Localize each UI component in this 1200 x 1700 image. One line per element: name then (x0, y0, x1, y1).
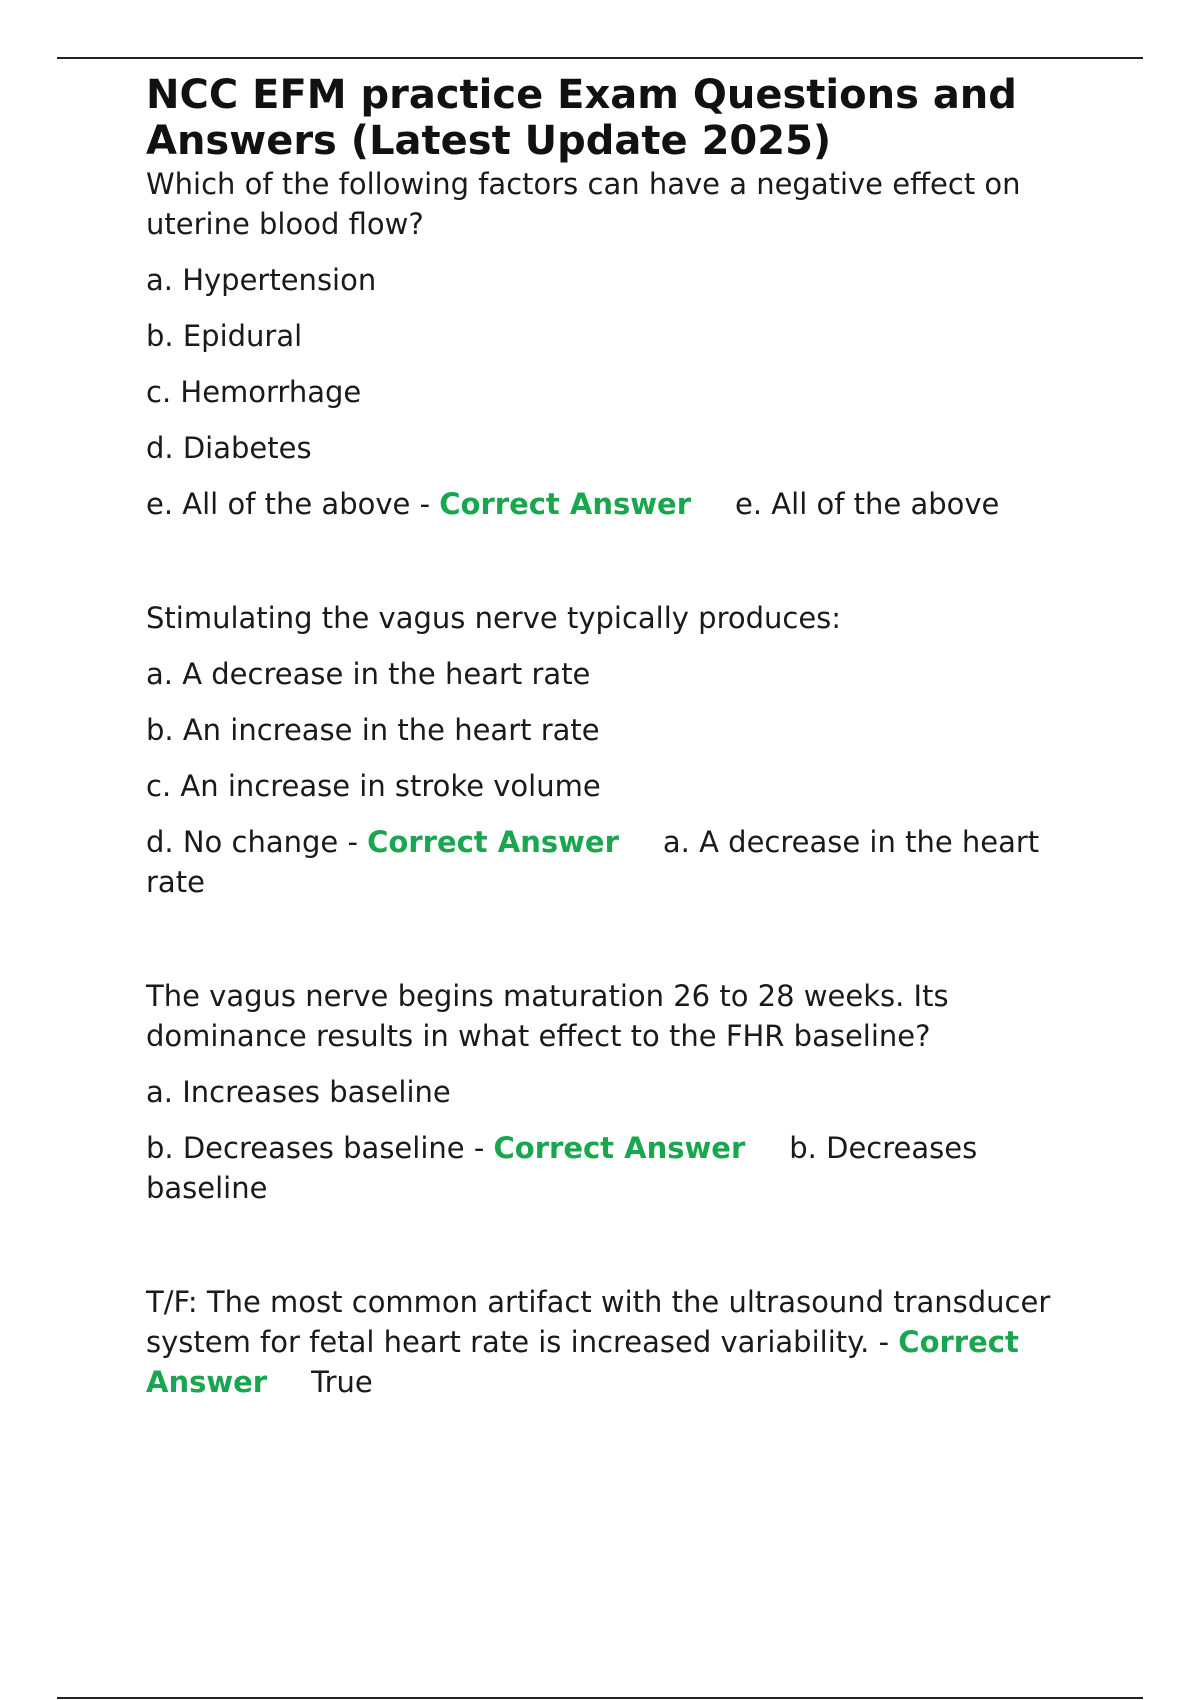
question-block-2 (146, 598, 1106, 902)
answer-text: True (311, 1365, 373, 1399)
bottom-rule (57, 1697, 1143, 1699)
option-c: c. An increase in stroke volume (146, 769, 601, 803)
option-e: e. All of the above - (146, 487, 431, 521)
option-c: c. Hemorrhage (146, 375, 362, 409)
option-b-with-answer (146, 1128, 1106, 1208)
question-block-4 (146, 1282, 1106, 1402)
question-text: Stimulating the vagus nerve typically produces: (146, 601, 842, 635)
answer-text: a. A decrease in the heart rate (146, 825, 1040, 899)
correct-answer-label: Correct Answer (367, 825, 619, 859)
option-a: a. A decrease in the heart rate (146, 657, 591, 691)
correct-answer-label: Correct Answer (493, 1131, 746, 1165)
option-e-with-answer (146, 484, 1106, 524)
option-d-with-answer (146, 822, 1106, 902)
question-with-answer (146, 1282, 1106, 1402)
correct-answer-label: Correct Answer (439, 487, 692, 521)
option-a: a. Increases baseline (146, 1075, 451, 1109)
question-text: The vagus nerve begins maturation 26 to 28 weeks. Its dominance results in what effect to the FHR baseline? (146, 979, 949, 1053)
answer-text: b. Decreases baseline (146, 1131, 978, 1205)
option-b: b. An increase in the heart rate (146, 713, 600, 747)
option-d: d. Diabetes (146, 431, 312, 465)
question-block-1 (146, 164, 1106, 524)
document-body (146, 72, 1106, 1402)
top-rule (57, 57, 1143, 59)
question-text: T/F: The most common artifact with the ultrasound transducer system for fetal heart rate is increased variability. - (146, 1285, 1051, 1359)
question-text: Which of the following factors can have a negative effect on uterine blood flow? (146, 167, 1021, 241)
option-b: b. Decreases baseline - (146, 1131, 485, 1165)
option-a: a. Hypertension (146, 263, 377, 297)
question-block-3 (146, 976, 1106, 1208)
answer-text: e. All of the above (735, 487, 1000, 521)
option-b: b. Epidural (146, 319, 303, 353)
option-d: d. No change - (146, 825, 358, 859)
correct-answer-label: Correct Answer (146, 1325, 1019, 1399)
page-title: NCC EFM practice Exam Questions and Answers (Latest Update 2025) (146, 72, 1017, 164)
